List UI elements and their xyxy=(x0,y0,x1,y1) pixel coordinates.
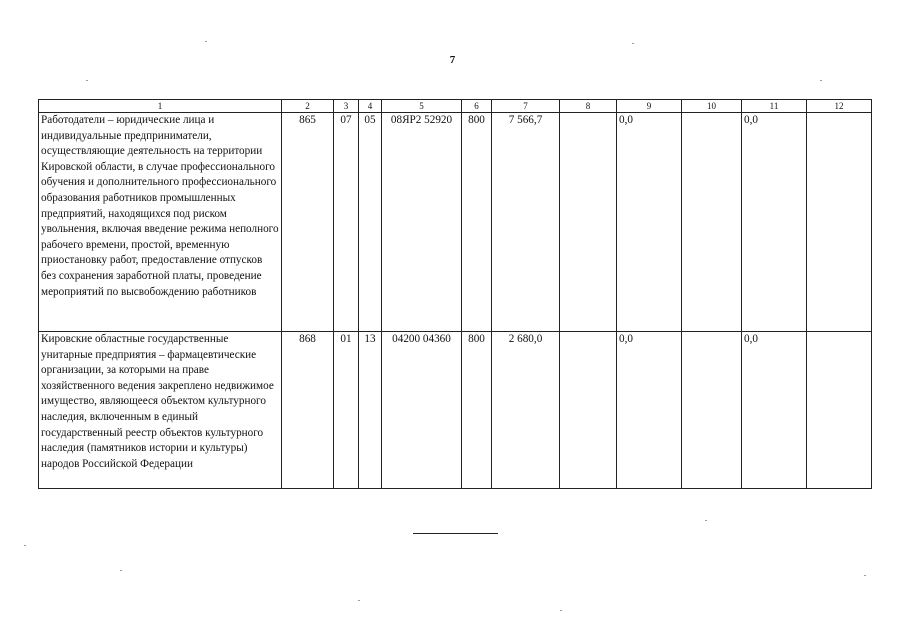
column-header: 1 xyxy=(39,100,282,113)
header-row xyxy=(39,100,872,113)
table-row xyxy=(39,113,872,332)
scan-speck xyxy=(205,41,207,42)
amount-value: 7 566,7 xyxy=(492,113,560,332)
amount-value: 0,0 xyxy=(617,332,682,489)
table-cell xyxy=(807,113,872,332)
row-description: Работодатели – юридические лица и индивидуальные предприниматели, осуществляющие деятельность на территории Кировской области, в случае профессионального обучения и дополнительного профессионального образования работников промышленных предприятий, находящихся под риском увольнения, включая введение режима неполного рабочего времени, простой, временную приостановку работ, предоставление отпусков без сохранения заработной платы, проведение мероприятий по высвобождению работников xyxy=(39,113,282,332)
column-header: 9 xyxy=(617,100,682,113)
column-header: 6 xyxy=(462,100,492,113)
column-header: 10 xyxy=(682,100,742,113)
column-header: 4 xyxy=(359,100,382,113)
scan-speck xyxy=(705,520,707,521)
ministry-code: 868 xyxy=(282,332,334,489)
column-header: 2 xyxy=(282,100,334,113)
column-header: 3 xyxy=(334,100,359,113)
amount-value: 2 680,0 xyxy=(492,332,560,489)
table-cell xyxy=(560,113,617,332)
column-header: 7 xyxy=(492,100,560,113)
column-header: 12 xyxy=(807,100,872,113)
budget-table xyxy=(38,99,872,489)
column-header: 11 xyxy=(742,100,807,113)
scan-speck xyxy=(864,575,866,576)
section-code: 01 xyxy=(334,332,359,489)
expense-type-code: 800 xyxy=(462,332,492,489)
section-code: 07 xyxy=(334,113,359,332)
scan-speck xyxy=(820,80,822,81)
target-article-code: 08ЯР2 52920 xyxy=(382,113,462,332)
subsection-code: 13 xyxy=(359,332,382,489)
closing-rule xyxy=(413,533,498,534)
row-description: Кировские областные государственные унитарные предприятия – фармацевтические организации, за которыми на праве хозяйственного ведения закреплено недвижимое имущество, являющееся объектом культурного наследия, включенным в единый государственный реестр объектов культурного наследия (памятников истории и культуры) народов Российской Федерации xyxy=(39,332,282,489)
scan-speck xyxy=(560,610,562,611)
table-cell xyxy=(807,332,872,489)
amount-value: 0,0 xyxy=(742,332,807,489)
table-cell xyxy=(560,332,617,489)
scan-speck xyxy=(24,545,26,546)
scan-speck xyxy=(86,80,88,81)
table-row xyxy=(39,332,872,489)
subsection-code: 05 xyxy=(359,113,382,332)
page-number: 7 xyxy=(449,54,456,66)
scan-speck xyxy=(120,570,122,571)
table-cell xyxy=(682,332,742,489)
amount-value: 0,0 xyxy=(742,113,807,332)
column-header: 8 xyxy=(560,100,617,113)
ministry-code: 865 xyxy=(282,113,334,332)
amount-value: 0,0 xyxy=(617,113,682,332)
target-article-code: 04200 04360 xyxy=(382,332,462,489)
column-header: 5 xyxy=(382,100,462,113)
expense-type-code: 800 xyxy=(462,113,492,332)
scan-speck xyxy=(358,600,360,601)
table-cell xyxy=(682,113,742,332)
scan-speck xyxy=(632,43,634,44)
